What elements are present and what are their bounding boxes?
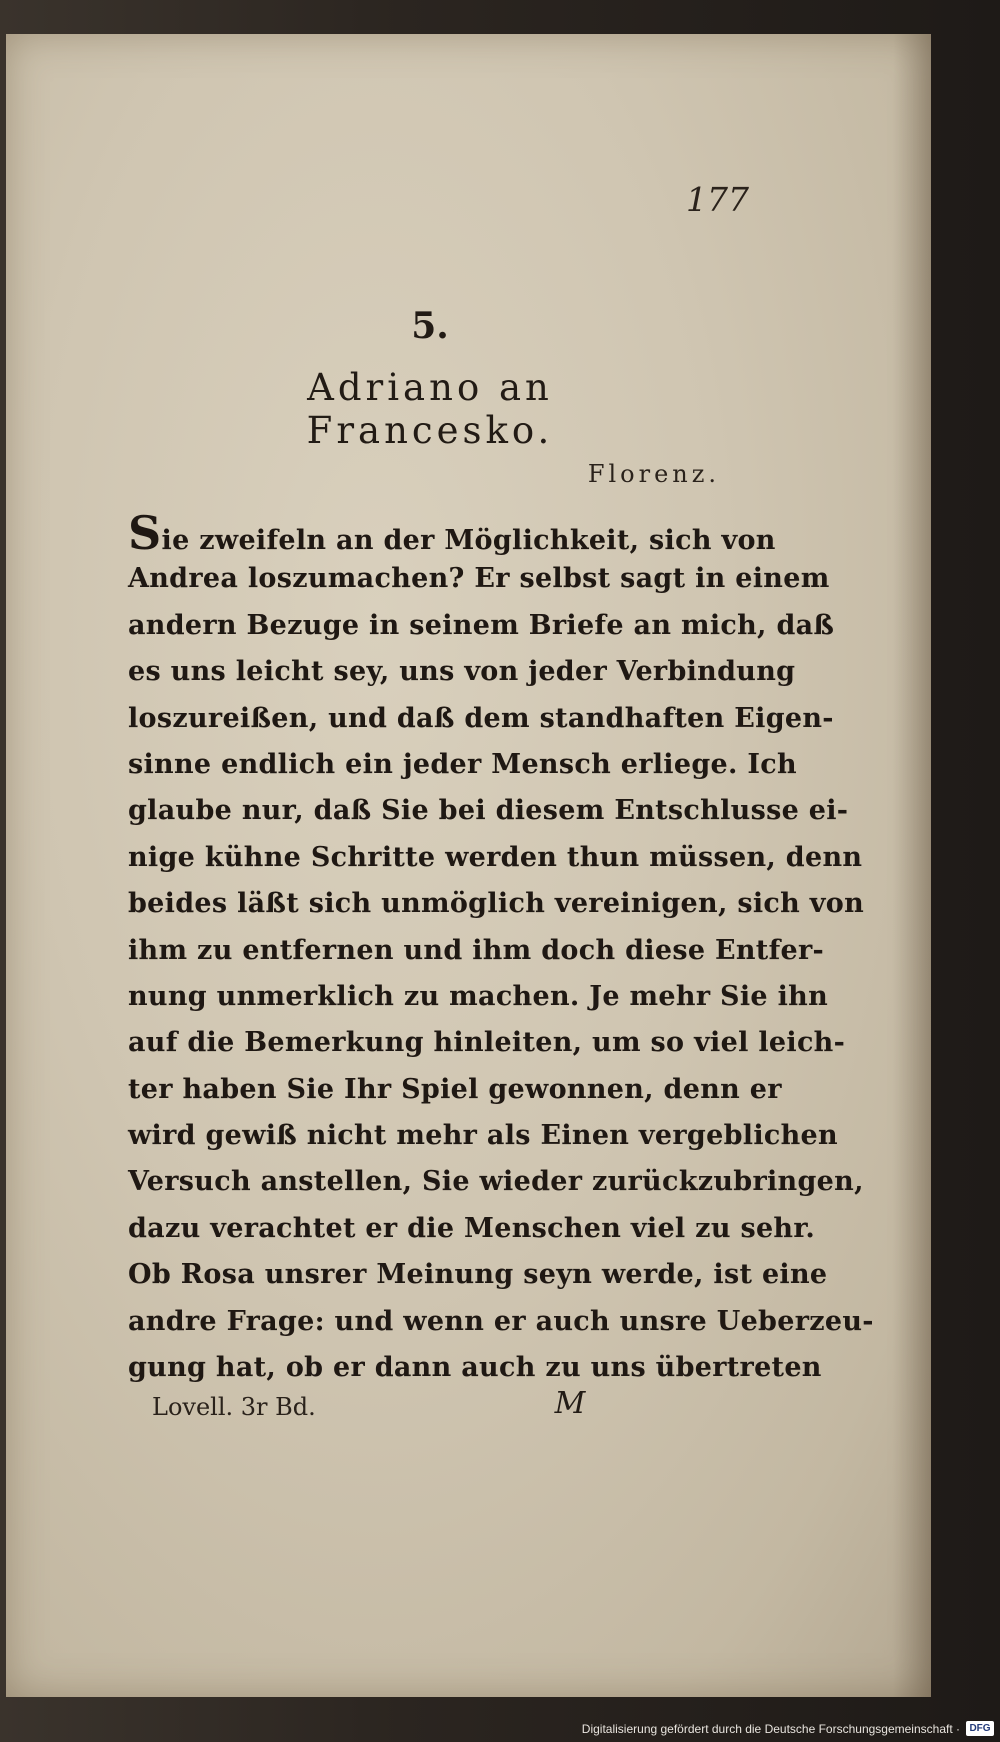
text-line: wird gewiß nicht mehr als Einen vergeblichen: [128, 1120, 838, 1152]
text-line: sinne endlich ein jeder Mensch erliege. Ich: [128, 748, 797, 780]
text-line: beides läßt sich unmöglich vereinigen, sich von: [128, 888, 864, 920]
text-line: Andrea loszumachen? Er selbst sagt in einem: [128, 563, 830, 595]
text-line: glaube nur, daß Sie bei diesem Entschlusse ei-: [128, 795, 849, 827]
text-line: ter haben Sie Ihr Spiel gewonnen, denn er: [128, 1073, 782, 1105]
letter-number: 5.: [411, 305, 449, 347]
text-line: nige kühne Schritte werden thun müssen, denn: [128, 841, 863, 873]
digitization-credit: Digitalisierung gefördert durch die Deutsche Forschungsgemeinschaft ·: [581, 1722, 960, 1736]
text-line: Sie zweifeln an der Möglichkeit, sich von: [128, 506, 776, 560]
page-number: 177: [686, 180, 749, 219]
page-edge-shadow: [893, 34, 931, 1697]
text-line: loszureißen, und daß dem standhaften Eigen-: [128, 702, 834, 734]
text-line: es uns leicht sey, uns von jeder Verbindung: [128, 656, 796, 688]
text-line: dazu verachtet er die Menschen viel zu sehr.: [128, 1212, 816, 1244]
catchword: M: [554, 1386, 586, 1421]
text-line: ihm zu entfernen und ihm doch diese Entfer-: [128, 934, 825, 966]
text-line: Versuch anstellen, Sie wieder zurückzubringen,: [128, 1166, 864, 1198]
signature-mark: Lovell. 3r Bd.: [152, 1393, 316, 1421]
text-line: auf die Bemerkung hinleiten, um so viel leich-: [128, 1027, 846, 1059]
text-line: nung unmerklich zu machen. Je mehr Sie ihn: [128, 980, 829, 1012]
letter-title: Adriano an Francesko.: [306, 366, 554, 452]
dfg-logo: DFG: [966, 1721, 994, 1736]
text-line: andre Frage: und wenn er auch unsre Ueberzeu-: [128, 1305, 874, 1337]
text-line: Ob Rosa unsrer Meinung seyn werde, ist eine: [128, 1259, 828, 1291]
letter-place: Florenz.: [587, 460, 720, 488]
text-line: gung hat, ob er dann auch zu uns übertreten: [128, 1352, 822, 1384]
text-line: andern Bezuge in seinem Briefe an mich, daß: [128, 609, 835, 641]
letter-body: [128, 506, 874, 1391]
